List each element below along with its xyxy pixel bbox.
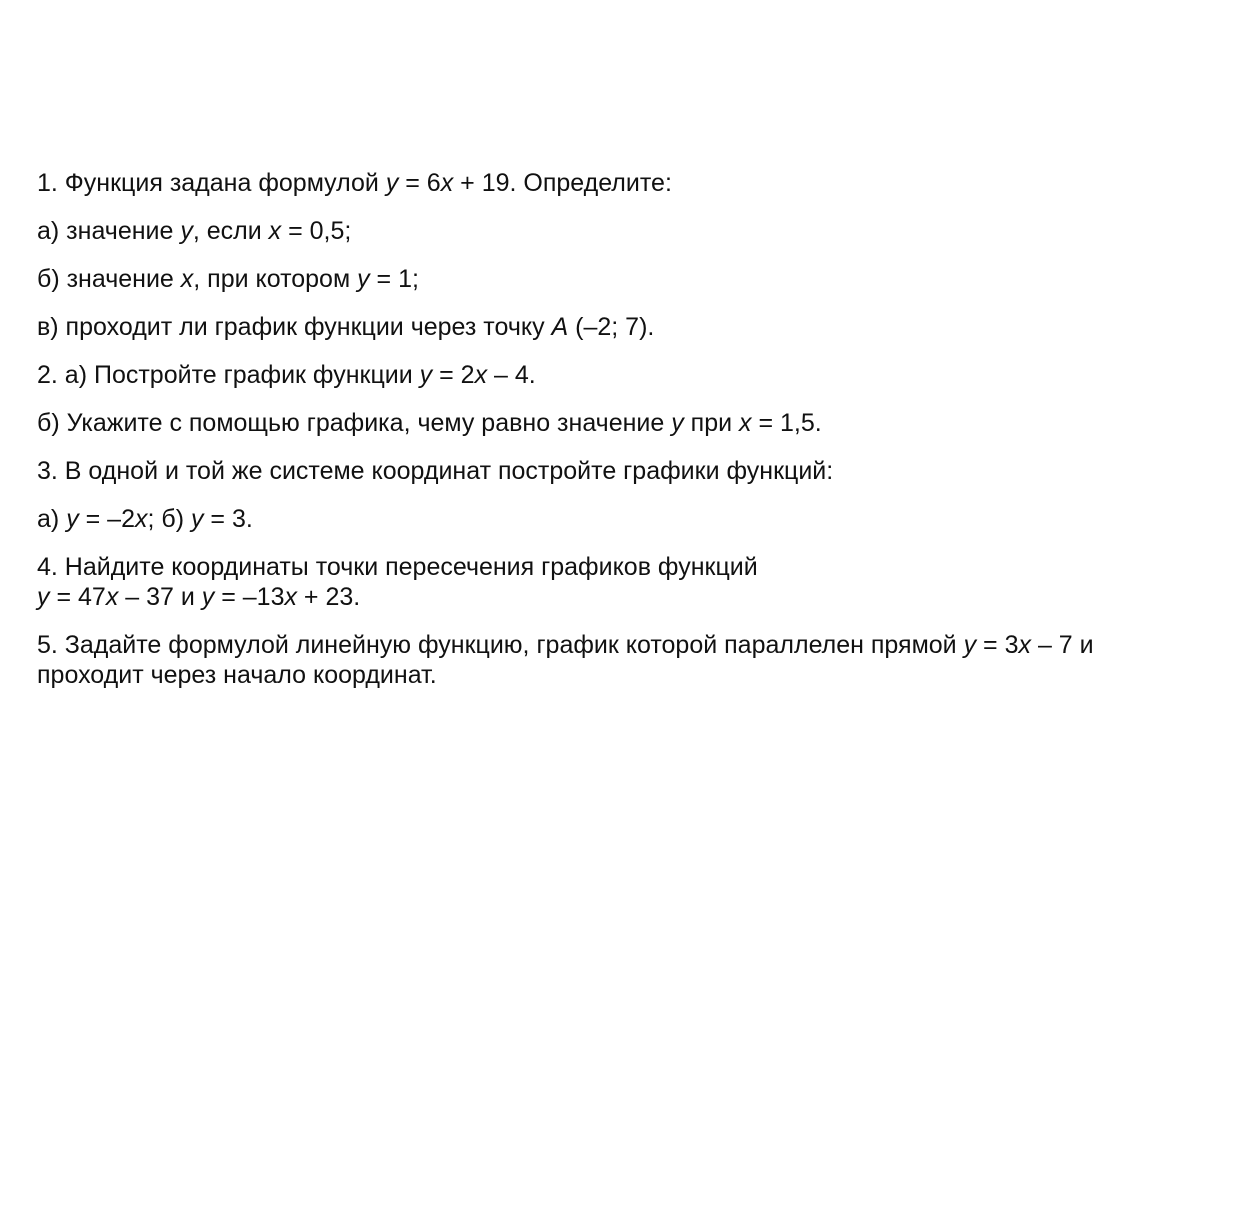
problem-paragraph <box>37 312 1207 342</box>
text-run: = 1,5. <box>751 409 822 437</box>
math-variable: x <box>180 265 194 293</box>
text-run: + 23. <box>296 583 361 611</box>
problem-paragraph <box>37 408 1207 438</box>
math-variable: x <box>284 583 297 611</box>
text-run: – 37 и <box>118 583 202 611</box>
math-variable: y <box>419 361 433 389</box>
text-run: 3. В одной и той же системе координат постройте графики функций: <box>37 457 834 485</box>
problem-paragraph <box>37 216 1207 246</box>
problem-paragraph <box>37 456 1207 486</box>
text-run: = –13 <box>214 583 285 611</box>
text-run: , при котором <box>193 265 358 293</box>
text-run: = –2 <box>78 505 135 533</box>
math-variable: y <box>385 169 399 197</box>
math-variable: y <box>37 583 50 611</box>
math-variable: x <box>739 409 752 437</box>
text-line <box>37 456 1207 486</box>
text-line <box>37 312 1207 342</box>
text-run: 5. Задайте формулой линейную функцию, график которой параллелен прямой <box>37 631 964 659</box>
text-run: + 19. Определите: <box>453 169 672 197</box>
problem-paragraph <box>37 504 1207 534</box>
math-variable: y <box>201 583 215 611</box>
text-run: при <box>683 409 740 437</box>
text-run: = 0,5; <box>281 217 352 245</box>
text-run: = 47 <box>49 583 106 611</box>
text-run: 2. а) Постройте график функции <box>37 361 420 389</box>
text-line <box>37 408 1207 438</box>
text-run: 4. Найдите координаты точки пересечения графиков функций <box>37 553 758 581</box>
text-run: 1. Функция задана формулой <box>37 169 386 197</box>
text-run: = 3. <box>203 505 253 533</box>
math-variable: y <box>180 217 193 245</box>
text-line <box>37 504 1207 534</box>
problem-paragraph <box>37 360 1207 390</box>
math-variable: y <box>671 409 684 437</box>
text-line <box>37 660 1207 690</box>
math-variable: y <box>357 265 370 293</box>
math-variable: y <box>190 505 204 533</box>
text-line <box>37 360 1207 390</box>
problem-paragraph <box>37 630 1207 690</box>
text-run: = 2 <box>432 361 475 389</box>
math-variable: x <box>135 505 148 533</box>
text-run: (–2; 7). <box>568 313 655 341</box>
problem-sheet <box>37 168 1207 690</box>
problem-paragraph <box>37 168 1207 198</box>
problem-paragraph <box>37 264 1207 294</box>
text-run: ; б) <box>147 505 191 533</box>
text-run: – 7 и <box>1031 631 1094 659</box>
text-run: а) <box>37 505 67 533</box>
math-variable: x <box>440 169 454 197</box>
math-variable: x <box>105 583 119 611</box>
math-variable: x <box>268 217 282 245</box>
text-run: = 1; <box>369 265 419 293</box>
text-line <box>37 630 1207 660</box>
text-line <box>37 216 1207 246</box>
problem-paragraph <box>37 552 1207 612</box>
text-line <box>37 582 1207 612</box>
text-line <box>37 264 1207 294</box>
text-line <box>37 168 1207 198</box>
text-run: = 6 <box>398 169 441 197</box>
text-run: б) значение <box>37 265 181 293</box>
math-variable: y <box>66 505 79 533</box>
text-run: , если <box>192 217 269 245</box>
math-variable: x <box>1018 631 1031 659</box>
math-variable: x <box>474 361 488 389</box>
text-run: б) Укажите с помощью графика, чему равно значение <box>37 409 672 437</box>
text-run: – 4. <box>487 361 536 389</box>
text-run: в) проходит ли график функции через точку <box>37 313 552 341</box>
text-line <box>37 552 1207 582</box>
text-run: = 3 <box>976 631 1019 659</box>
math-variable: y <box>963 631 977 659</box>
math-variable: A <box>551 313 569 341</box>
text-run: а) значение <box>37 217 181 245</box>
text-run: проходит через начало координат. <box>37 661 437 689</box>
